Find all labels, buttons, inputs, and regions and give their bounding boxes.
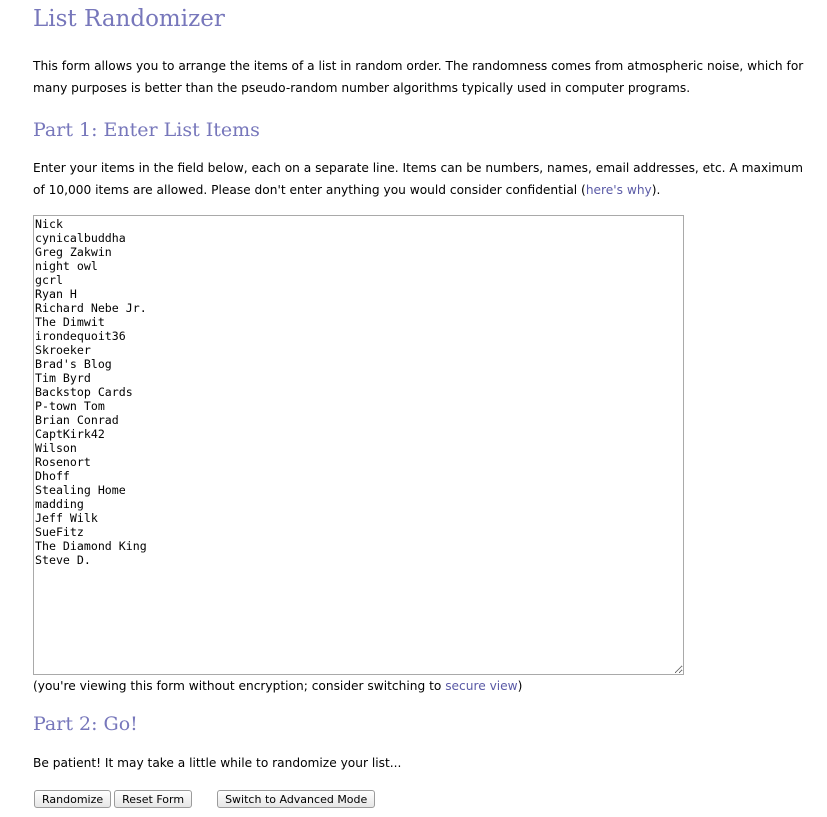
patience-text: Be patient! It may take a little while to randomize your list...: [33, 756, 402, 770]
secure-note: [33, 675, 808, 697]
intro-text: This form allows you to arrange the items of a list in random order. The randomness comes from atmospheric noise, which for many purposes is better than the pseudo-random number algorithms typically used in computer programs.: [33, 59, 804, 95]
secure-view-link[interactable]: secure view: [445, 679, 518, 693]
part1-heading: Part 1: Enter List Items: [33, 119, 260, 141]
page-title: List Randomizer: [33, 6, 225, 32]
part2-heading: Part 2: Go!: [33, 713, 138, 735]
instructions-text: Enter your items in the field below, each on a separate line. Items can be numbers, names, email addresses, etc. A maximum of 10,000 items are allowed. Please don't enter anything you would consider confidential (: [33, 161, 804, 197]
reset-form-button[interactable]: Reset Form: [114, 790, 192, 808]
part1-instructions: [33, 157, 808, 201]
randomize-button[interactable]: Randomize: [34, 790, 111, 808]
heres-why-link[interactable]: here's why: [585, 183, 652, 197]
list-items-textarea[interactable]: [33, 215, 684, 675]
secure-note-end: ): [517, 679, 523, 693]
secure-note-text: (you're viewing this form without encryption; consider switching to: [33, 679, 446, 693]
instructions-end: ).: [651, 183, 661, 197]
advanced-mode-button[interactable]: Switch to Advanced Mode: [217, 790, 375, 808]
button-row: [33, 790, 375, 809]
